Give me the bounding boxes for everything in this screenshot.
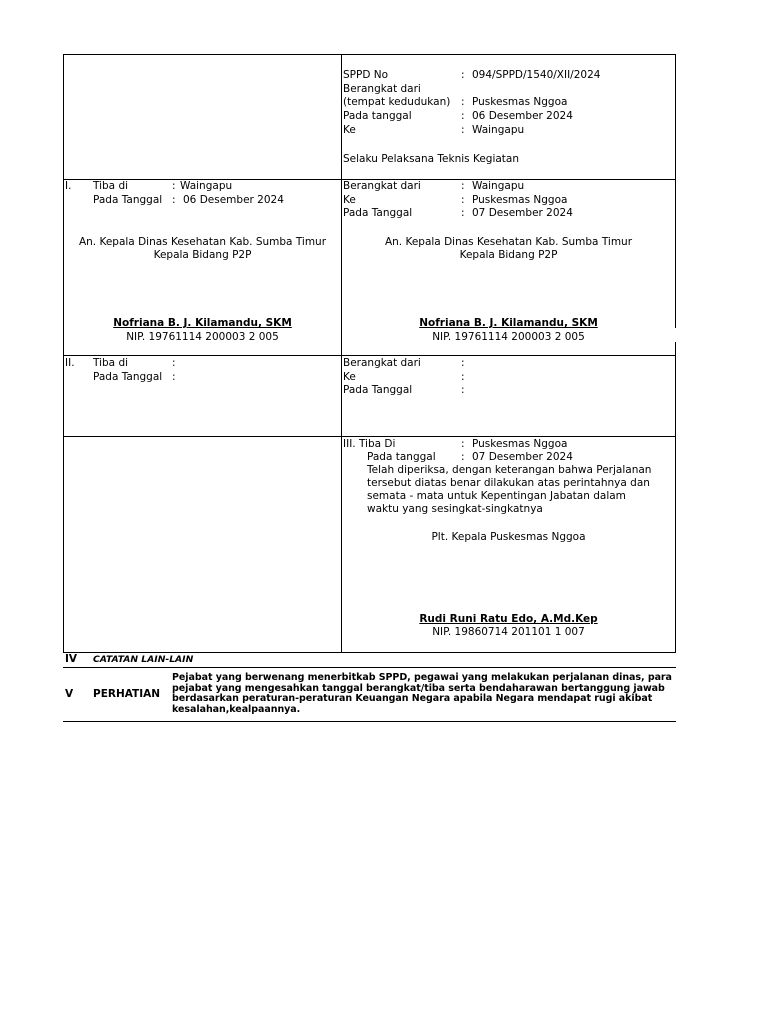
tiba-di-label: Tiba di	[93, 357, 129, 369]
section-number: II.	[65, 357, 75, 369]
pada-tanggal-value: 06 Desember 2024	[183, 194, 284, 206]
colon: :	[461, 451, 465, 463]
keterangan-line: tersebut diatas benar dilakukan atas perintahnya dan	[367, 477, 650, 489]
ke-label: Ke	[343, 371, 356, 383]
table-border-row3	[63, 436, 676, 437]
table-border-right-bottom	[675, 342, 676, 653]
pada-tanggal-label: Pada tanggal	[343, 110, 412, 122]
colon: :	[461, 69, 465, 81]
keterangan-line: waktu yang sesingkat-singkatnya	[367, 503, 543, 515]
pada-tanggal-value: 07 Desember 2024	[472, 207, 573, 219]
table-border-left	[63, 54, 64, 653]
signer-name: Rudi Runi Ratu Edo, A.Md.Kep	[419, 613, 598, 625]
pada-tanggal-label: Pada Tanggal	[93, 194, 163, 206]
signer-name: Nofriana B. J. Kilamandu, SKM	[113, 317, 292, 329]
colon: :	[461, 371, 465, 383]
ke-label: Ke	[343, 124, 356, 136]
tiba-di-label: Tiba di	[93, 180, 129, 192]
section-number: V	[65, 688, 74, 700]
an-kepala-dinas: An. Kepala Dinas Kesehatan Kab. Sumba Timur	[384, 236, 633, 248]
signer-nip: NIP. 19761114 200003 2 005	[432, 331, 585, 343]
section-number: I.	[65, 180, 72, 192]
selaku-text: Selaku Pelaksana Teknis Kegiatan	[343, 153, 520, 165]
pada-tanggal-label: Pada Tanggal	[343, 207, 413, 219]
ke-value: Waingapu	[472, 124, 525, 136]
catatan-label: CATATAN LAIN-LAIN	[93, 654, 194, 665]
table-border-top	[63, 54, 676, 55]
tiba-di-value: Puskesmas Nggoa	[472, 438, 568, 450]
pada-tanggal-label: Pada Tanggal	[343, 384, 413, 396]
jabatan: Kepala Bidang P2P	[153, 249, 252, 261]
section-number: IV	[65, 653, 78, 665]
colon: :	[172, 357, 176, 369]
table-border-row2	[63, 355, 676, 356]
sppd-no-value: 094/SPPD/1540/XII/2024	[472, 69, 601, 81]
berangkat-dari-label: Berangkat dari	[343, 83, 421, 95]
perhatian-label: PERHATIAN	[93, 688, 161, 700]
pada-tanggal-label: Pada tanggal	[367, 451, 436, 463]
tiba-di-value: Waingapu	[180, 180, 233, 192]
pada-tanggal-value: 06 Desember 2024	[472, 110, 573, 122]
colon: :	[172, 371, 176, 383]
tiba-di-label: III. Tiba Di	[343, 438, 396, 450]
ke-value: Puskesmas Nggoa	[472, 194, 568, 206]
table-border-right-top	[675, 54, 676, 328]
signer-name: Nofriana B. J. Kilamandu, SKM	[419, 317, 598, 329]
tempat-kedudukan-value: Puskesmas Nggoa	[472, 96, 568, 108]
signer-nip: NIP. 19761114 200003 2 005	[126, 331, 279, 343]
pada-tanggal-value: 07 Desember 2024	[472, 451, 573, 463]
signer-nip: NIP. 19860714 201101 1 007	[432, 626, 585, 638]
colon: :	[461, 96, 465, 108]
colon: :	[461, 357, 465, 369]
colon: :	[461, 207, 465, 219]
pada-tanggal-label: Pada Tanggal	[93, 371, 163, 383]
berangkat-dari-label: Berangkat dari	[343, 357, 421, 369]
colon: :	[172, 194, 176, 206]
berangkat-dari-value: Waingapu	[472, 180, 525, 192]
ke-label: Ke	[343, 194, 356, 206]
tempat-kedudukan-label: (tempat kedudukan)	[343, 96, 451, 108]
colon: :	[461, 438, 465, 450]
colon: :	[461, 124, 465, 136]
perhatian-text: Pejabat yang berwenang menerbitkab SPPD, pegawai yang melakukan perjalanan dinas, para pejabat yang mengesahkan tanggal berangkat/tiba serta bendaharawan bertanggung jawab berdasarkan peraturan-peraturan Keuangan Negara apabila Negara mendapat rugi akibat kesalahan,kealpaannya.	[172, 672, 672, 715]
keterangan-line: Telah diperiksa, dengan keterangan bahwa Perjalanan	[367, 464, 652, 476]
colon: :	[461, 194, 465, 206]
sppd-no-label: SPPD No	[343, 69, 389, 81]
colon: :	[461, 180, 465, 192]
jabatan: Kepala Bidang P2P	[459, 249, 558, 261]
colon: :	[172, 180, 176, 192]
an-kepala-dinas: An. Kepala Dinas Kesehatan Kab. Sumba Timur	[78, 236, 327, 248]
jabatan: Plt. Kepala Puskesmas Nggoa	[431, 531, 586, 543]
colon: :	[461, 110, 465, 122]
colon: :	[461, 384, 465, 396]
table-border-bottom	[63, 721, 676, 722]
table-border-row5	[63, 667, 676, 668]
berangkat-dari-label: Berangkat dari	[343, 180, 421, 192]
keterangan-line: semata - mata untuk Kepentingan Jabatan dalam	[367, 490, 626, 502]
table-border-middle	[341, 54, 342, 653]
